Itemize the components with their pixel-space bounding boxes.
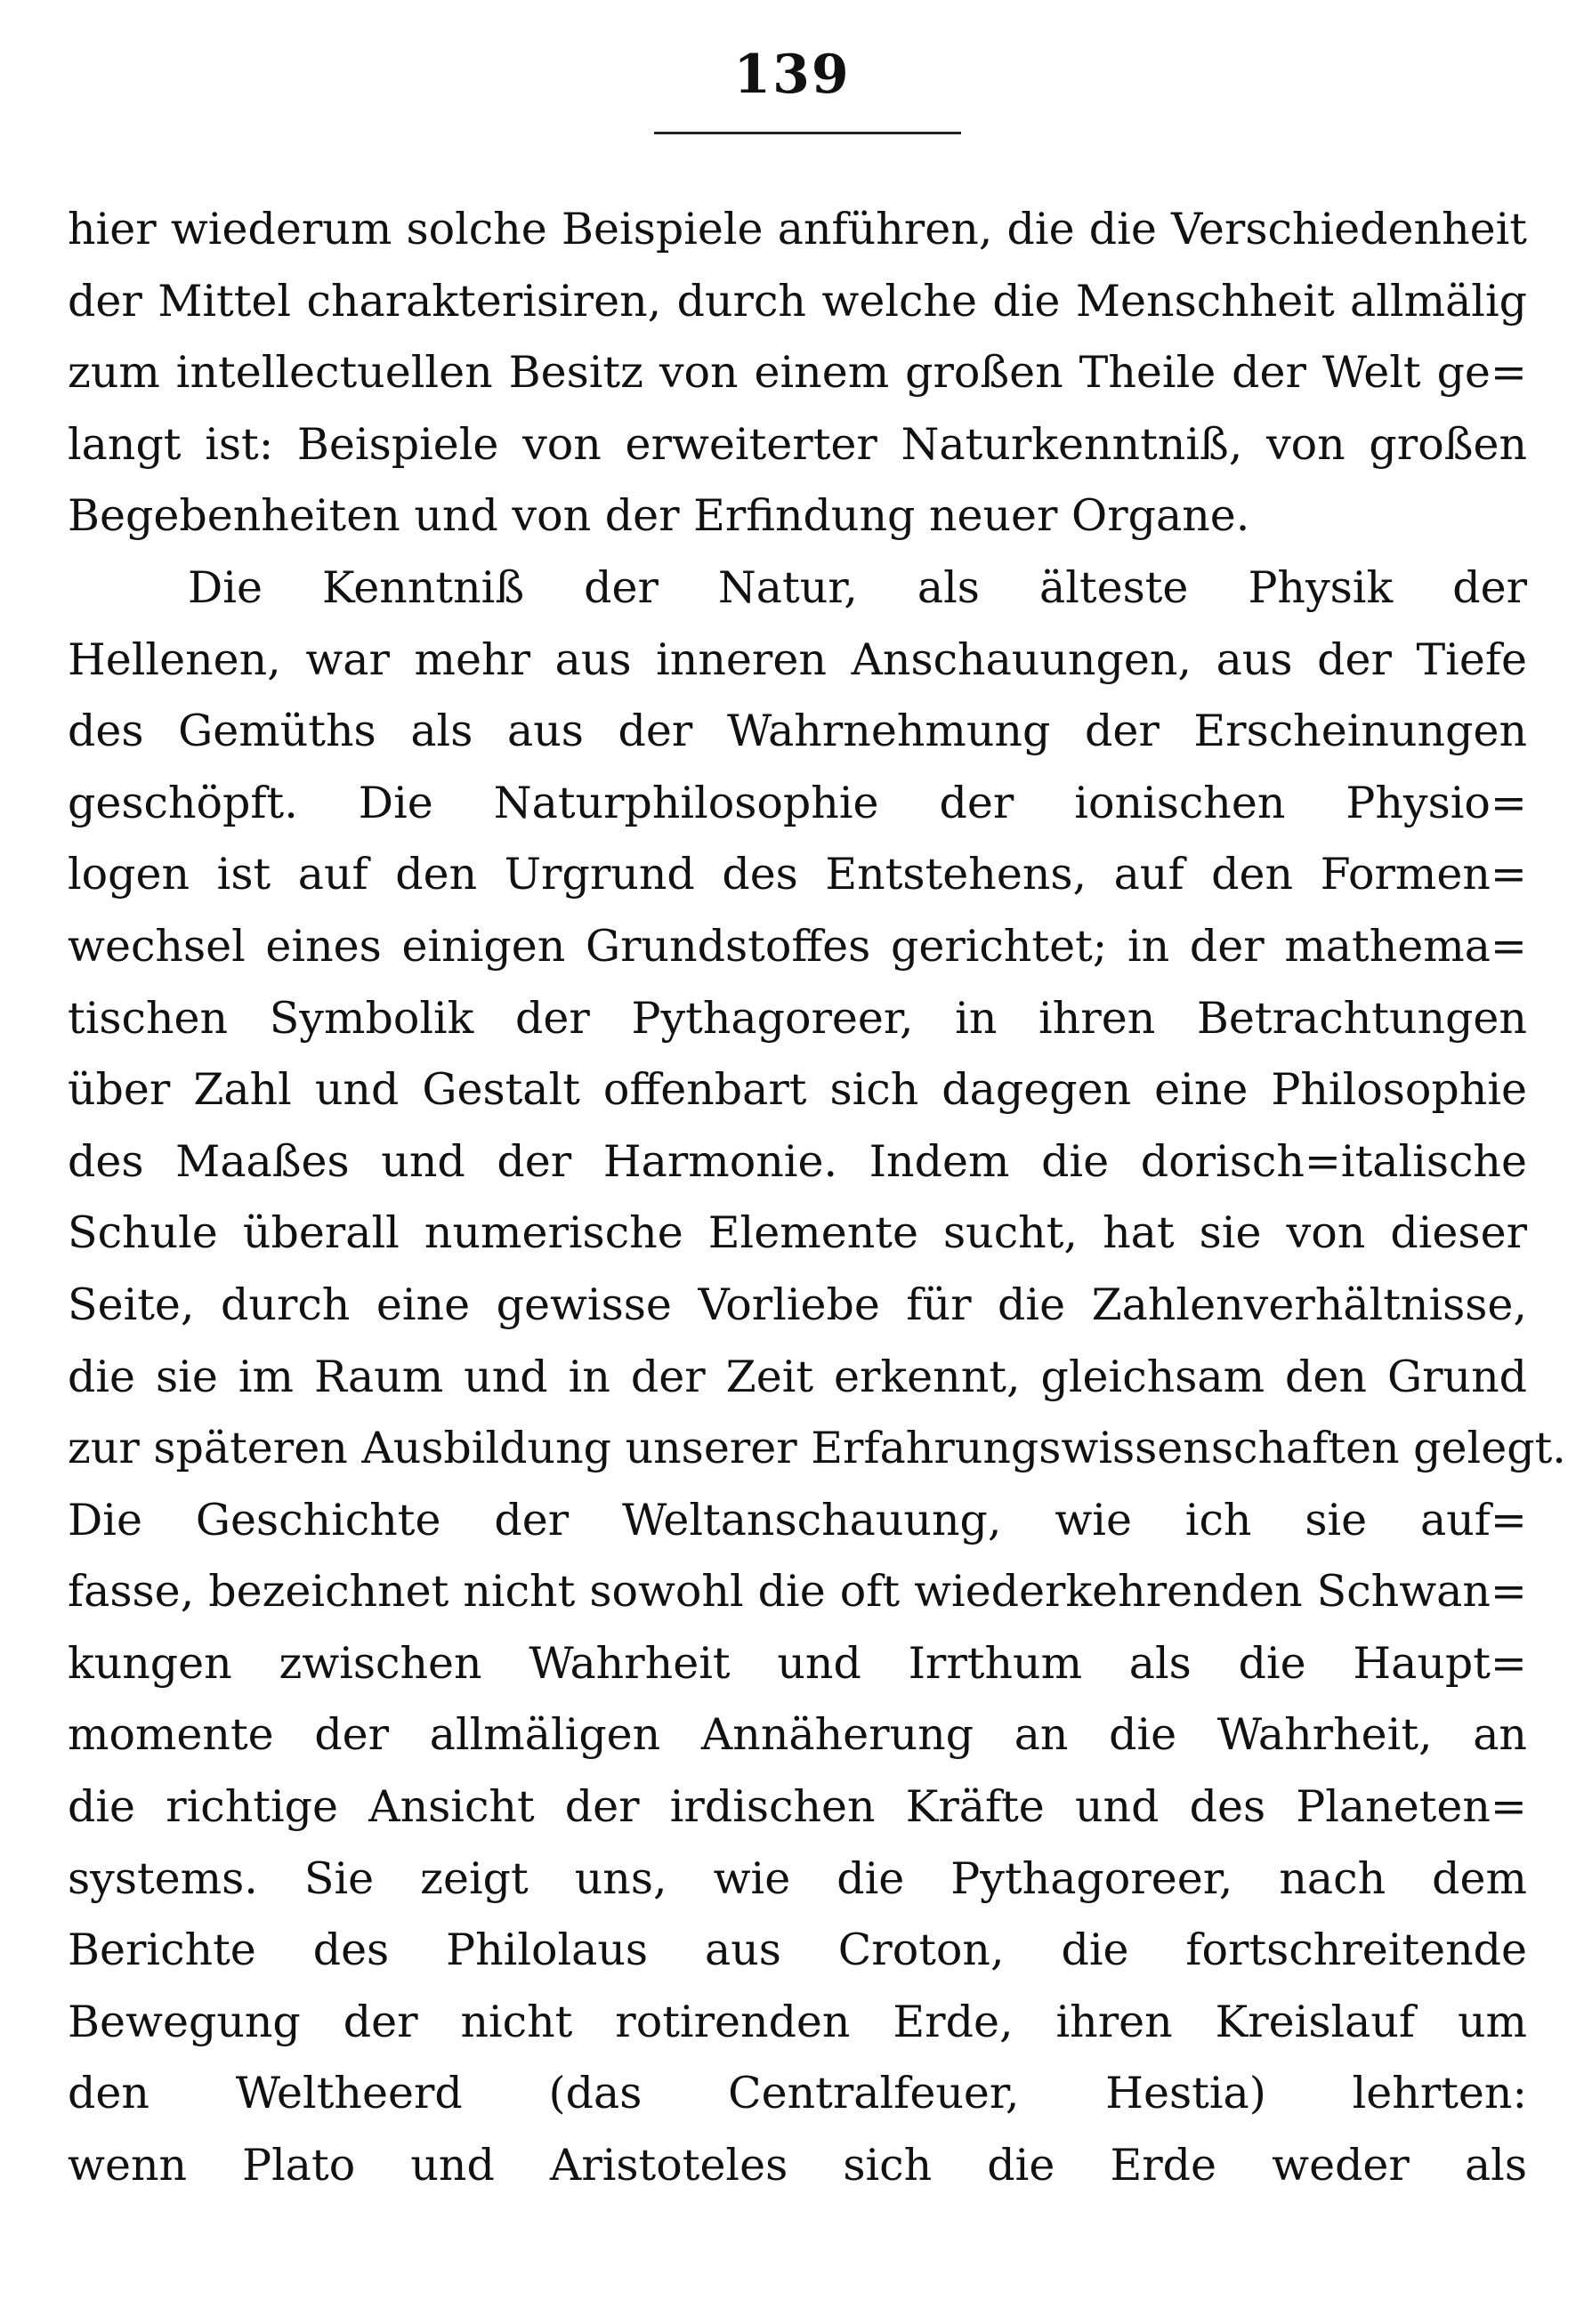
- header-rule: [654, 132, 961, 134]
- text-line: systems. Sie zeigt uns, wie die Pythagoreer, nach dem: [68, 1852, 1527, 1904]
- text-line: langt ist: Beispiele von erweiterter Naturkenntniß, von großen: [68, 418, 1527, 470]
- text-line: wenn Plato und Aristoteles sich die Erde weder als: [68, 2140, 1527, 2191]
- text-line: Seite, durch eine gewisse Vorliebe für die Zahlenverhältnisse,: [68, 1279, 1527, 1330]
- text-line: hier wiederum solche Beispiele anführen, die die Verschiedenheit: [68, 204, 1527, 254]
- text-line: des Maaßes und der Harmonie. Indem die dorisch=italische: [68, 1135, 1527, 1187]
- text-line: fasse, bezeichnet nicht sowohl die oft wiederkehrenden Schwan=: [68, 1566, 1527, 1618]
- text-line: Die Kenntniß der Natur, als älteste Physik der: [188, 561, 1527, 613]
- text-line: wechsel eines einigen Grundstoffes gerichtet; in der mathema=: [68, 920, 1527, 972]
- body-text: [68, 194, 1566, 2202]
- text-line: zur späteren Ausbildung unserer Erfahrungswissenschaften gelegt.: [68, 1423, 1566, 1474]
- text-line: die richtige Ansicht der irdischen Kräfte und des Planeten=: [68, 1781, 1527, 1833]
- text-line: Bewegung der nicht rotirenden Erde, ihren Kreislauf um: [68, 1996, 1527, 2047]
- text-line: momente der allmäligen Annäherung an die Wahrheit, an: [68, 1709, 1527, 1761]
- text-line: Hellenen, war mehr aus inneren Anschauungen, aus der Tiefe: [68, 633, 1527, 685]
- text-line: tischen Symbolik der Pythagoreer, in ihren Betrachtungen: [68, 992, 1527, 1044]
- text-line: die sie im Raum und in der Zeit erkennt, gleichsam den Grund: [68, 1351, 1527, 1402]
- text-line: Begebenheiten und von der Erfindung neuer Organe.: [68, 490, 1250, 542]
- text-line: logen ist auf den Urgrund des Entstehens, auf den Formen=: [68, 849, 1527, 900]
- text-line: zum intellectuellen Besitz von einem großen Theile der Welt ge=: [68, 347, 1527, 399]
- text-line: geschöpft. Die Naturphilosophie der ionischen Physio=: [68, 777, 1527, 828]
- text-line: Schule überall numerische Elemente sucht, hat sie von dieser: [68, 1207, 1527, 1259]
- text-line: des Gemüths als aus der Wahrnehmung der Erscheinungen: [68, 706, 1527, 757]
- text-line: kungen zwischen Wahrheit und Irrthum als die Haupt=: [68, 1637, 1527, 1689]
- text-line: den Weltheerd (das Centralfeuer, Hestia) lehrten:: [68, 2068, 1527, 2119]
- text-line: über Zahl und Gestalt offenbart sich dagegen eine Philosophie: [68, 1064, 1527, 1116]
- page-number: 139: [733, 44, 851, 106]
- text-line: Berichte des Philolaus aus Croton, die fortschreitende: [68, 1925, 1527, 1976]
- text-line: der Mittel charakterisiren, durch welche die Menschheit allmälig: [68, 275, 1527, 327]
- text-line: Die Geschichte der Weltanschauung, wie ich sie auf=: [68, 1494, 1527, 1545]
